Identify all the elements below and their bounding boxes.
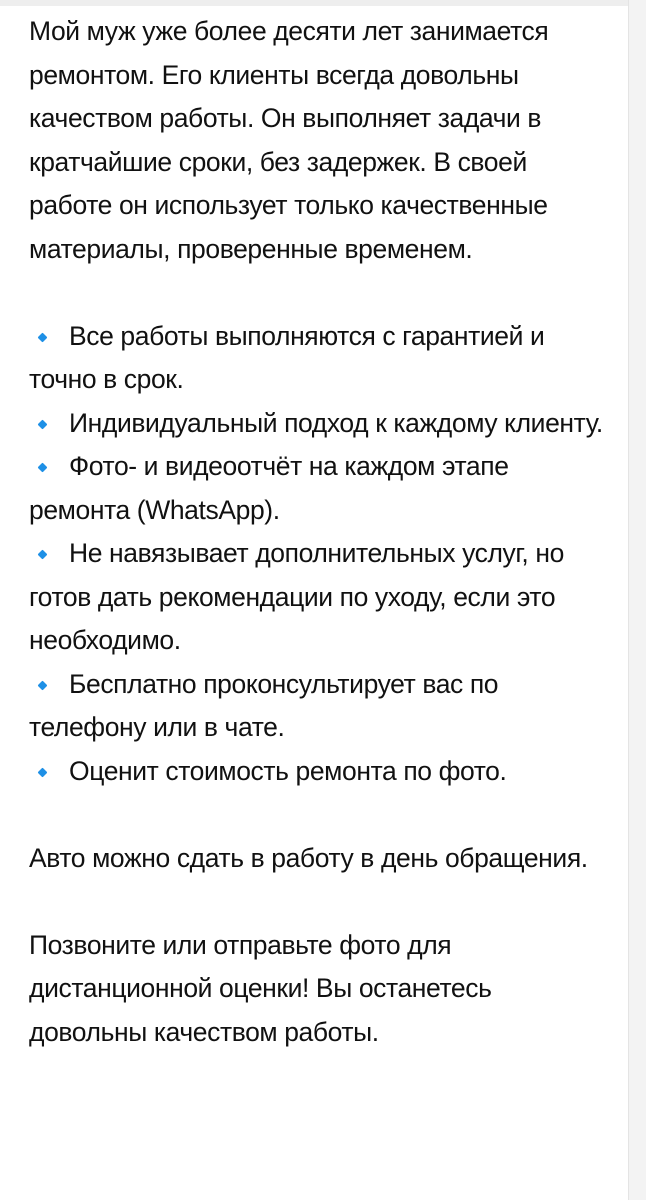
small-blue-diamond-icon [38,680,48,690]
cta-paragraph: Позвоните или отправьте фото для дистанционной оценки! Вы останетесь довольны качеством работы. [29,929,492,1047]
bullet-item [29,750,614,794]
paragraph-gap [29,271,614,315]
small-blue-diamond-icon [38,767,48,777]
paragraph-gap [29,880,614,924]
bullet-text: Индивидуальный подход к каждому клиенту. [69,407,603,438]
bullet-item [29,663,614,750]
small-blue-diamond-icon [38,550,48,560]
bullet-item [29,532,614,663]
intro-paragraph: Мой муж уже более десяти лет занимается ремонтом. Его клиенты всегда довольны качеством работы. Он выполняет задачи в кратчайшие сроки, без задержек. В своей работе он использует только качественные материалы, проверенные временем. [29,16,549,264]
bullet-text: Все работы выполняются с гарантией и точно в срок. [29,320,545,394]
bullet-text: Бесплатно проконсультирует вас по телефону или в чате. [29,668,499,742]
bullet-text: Оценит стоимость ремонта по фото. [69,755,507,786]
card-top-edge [0,0,629,6]
post-text [29,10,614,1054]
small-blue-diamond-icon [38,419,48,429]
bullet-list [29,315,614,794]
bullet-item [29,402,614,446]
bullet-item [29,445,614,532]
bullet-text: Не навязывает дополнительных услуг, но готов дать рекомендации по уходу, если это необходимо. [29,538,564,655]
note-paragraph: Авто можно сдать в работу в день обращения. [29,842,588,873]
bullet-item [29,315,614,402]
small-blue-diamond-icon [38,332,48,342]
paragraph-gap [29,793,614,837]
scrollbar-track[interactable] [629,0,646,1200]
small-blue-diamond-icon [38,463,48,473]
bullet-text: Фото- и видеоотчёт на каждом этапе ремонта (WhatsApp). [29,451,509,525]
